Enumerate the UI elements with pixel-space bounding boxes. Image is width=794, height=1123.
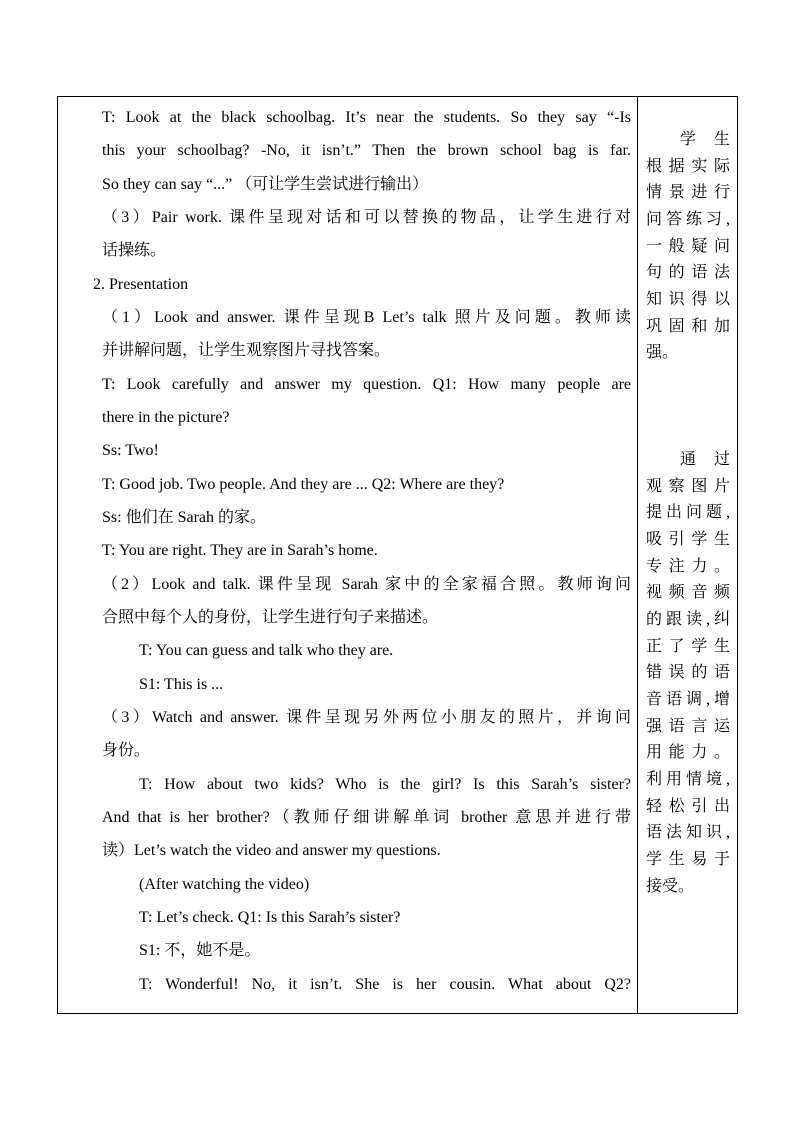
main-line: T: Wonderful! No, it isn’t. She is her cousin. What about Q2?	[139, 976, 631, 993]
side-line: 的跟读,纠	[646, 611, 730, 628]
side-line: 学 生	[680, 131, 730, 148]
main-line: Ss: 他们在 Sarah 的家。	[102, 509, 267, 526]
main-line: 合照中每个人的身份，让学生进行句子来描述。	[102, 609, 439, 626]
side-line: 观察图片	[646, 478, 730, 495]
main-line: 并讲解问题，让学生观察图片寻找答案。	[102, 342, 391, 359]
side-line: 根据实际	[646, 158, 730, 175]
main-line: 读）Let’s watch the video and answer my questions.	[102, 842, 441, 859]
main-line: T: Look at the black schoolbag. It’s near the students. So they say “-Is	[102, 109, 631, 126]
main-line: （2）Look and talk. 课件呈现 Sarah 家中的全家福合照。教师询问	[102, 576, 631, 593]
side-line: 吸引学生	[646, 531, 730, 548]
section-heading: 2. Presentation	[93, 276, 189, 293]
main-line: （3）Pair work. 课件呈现对话和可以替换的物品，让学生进行对	[102, 209, 631, 226]
side-line: 语法知识,	[646, 824, 730, 841]
side-line: 情景进行	[646, 184, 730, 201]
side-line: 正了学生	[646, 638, 730, 655]
side-line: 句的语法	[646, 264, 730, 281]
side-line: 错误的语	[646, 664, 730, 681]
main-line: T: You are right. They are in Sarah’s home.	[102, 542, 378, 559]
side-line: 视频音频	[646, 584, 730, 601]
side-line: 轻松引出	[646, 798, 730, 815]
main-line: T: Good job. Two people. And they are ... Q2: Where are they?	[102, 476, 505, 493]
side-line: 一般疑问	[646, 238, 730, 255]
main-line: T: You can guess and talk who they are.	[139, 642, 394, 659]
side-line: 通 过	[680, 451, 730, 468]
design-intent-cell	[638, 97, 738, 1013]
main-line: this your schoolbag? -No, it isn’t.” Then the brown school bag is far.	[102, 142, 631, 159]
main-line: 身份。	[102, 742, 151, 759]
main-line: S1: 不，她不是。	[139, 942, 261, 959]
main-line: （1）Look and answer. 课件呈现B Let’s talk 照片及问题。教师读	[102, 309, 631, 326]
main-line: T: Let’s check. Q1: Is this Sarah’s sister?	[139, 909, 401, 926]
main-line: T: How about two kids? Who is the girl? Is this Sarah’s sister?	[139, 776, 631, 793]
side-line: 利用情境,	[646, 771, 730, 788]
main-line: Ss: Two!	[102, 442, 159, 459]
side-line: 提出问题,	[646, 504, 730, 521]
side-line: 音语调,增	[646, 691, 730, 708]
side-line: 巩固和加	[646, 318, 730, 335]
lesson-table	[57, 96, 738, 1014]
side-line: 知识得以	[646, 291, 730, 308]
main-line: （3）Watch and answer. 课件呈现另外两位小朋友的照片，并询问	[102, 709, 631, 726]
main-line: there in the picture?	[102, 409, 230, 426]
side-line: 接受。	[646, 878, 695, 895]
main-line: (After watching the video)	[139, 876, 310, 893]
side-line: 学生易于	[646, 851, 730, 868]
side-line: 强。	[646, 344, 679, 361]
teaching-process-cell	[58, 97, 637, 1013]
main-line: T: Look carefully and answer my question. Q1: How many people are	[102, 376, 631, 393]
main-line: And that is her brother?（教师仔细讲解单词 brother 意思并进行带	[102, 809, 631, 826]
side-line: 专注力。	[646, 558, 730, 575]
side-line: 问答练习,	[646, 211, 730, 228]
side-line: 强语言运	[646, 718, 730, 735]
side-line: 用能力。	[646, 744, 730, 761]
main-line: S1: This is ...	[139, 676, 224, 693]
main-line: So they can say “...” （可让学生尝试进行输出）	[102, 176, 429, 193]
main-line: 话操练。	[102, 242, 167, 259]
